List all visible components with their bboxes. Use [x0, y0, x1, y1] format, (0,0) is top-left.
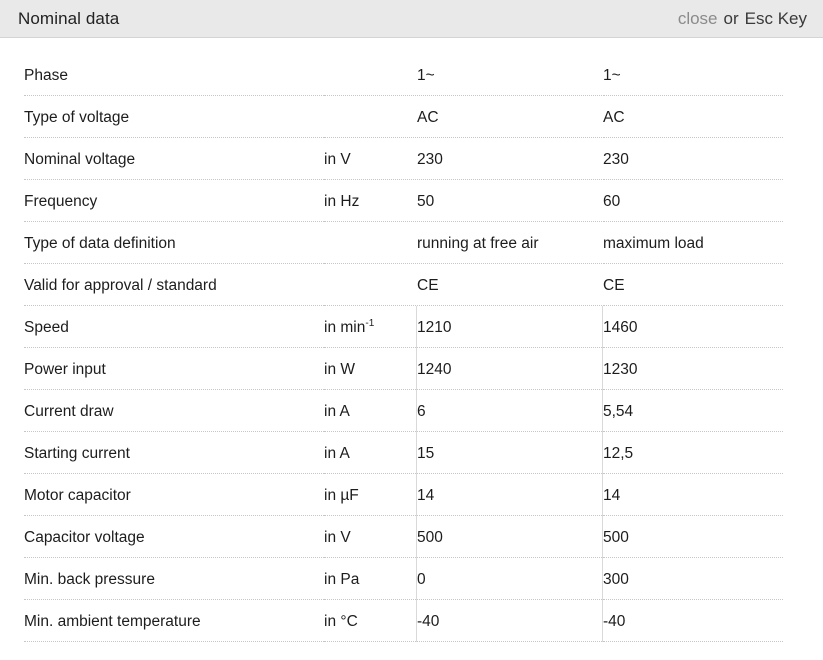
- row-value-column-1: 1210: [417, 306, 603, 348]
- row-unit: in W: [324, 348, 417, 390]
- row-value-column-2: 12,5: [603, 432, 784, 474]
- table-row: [24, 138, 783, 180]
- row-label: Current draw: [24, 390, 324, 432]
- row-label: Phase: [24, 54, 324, 96]
- table-row: [24, 348, 783, 390]
- table-row: [24, 432, 783, 474]
- row-value-column-1: 500: [417, 516, 603, 558]
- table-row: [24, 222, 783, 264]
- row-unit: in µF: [324, 474, 417, 516]
- row-unit: in Pa: [324, 558, 417, 600]
- esc-key-label: Esc Key: [744, 8, 807, 28]
- row-value-column-2: maximum load: [603, 222, 784, 264]
- table-row: [24, 390, 783, 432]
- row-value-column-2: -40: [603, 600, 784, 642]
- table-row: [24, 264, 783, 306]
- row-unit: [324, 222, 417, 264]
- row-value-column-1: 230: [417, 138, 603, 180]
- specification-content: [0, 38, 823, 642]
- row-value-column-1: 1~: [417, 54, 603, 96]
- row-value-column-1: -40: [417, 600, 603, 642]
- row-value-column-2: 230: [603, 138, 784, 180]
- table-row: [24, 516, 783, 558]
- row-value-column-2: AC: [603, 96, 784, 138]
- row-value-column-2: 1460: [603, 306, 784, 348]
- row-value-column-2: 5,54: [603, 390, 784, 432]
- row-value-column-2: 500: [603, 516, 784, 558]
- row-value-column-2: 300: [603, 558, 784, 600]
- table-row: [24, 474, 783, 516]
- row-unit: in A: [324, 390, 417, 432]
- row-value-column-1: 0: [417, 558, 603, 600]
- row-unit: in V: [324, 138, 417, 180]
- row-label: Min. ambient temperature: [24, 600, 324, 642]
- row-label: Min. back pressure: [24, 558, 324, 600]
- row-unit: in A: [324, 432, 417, 474]
- row-label: Speed: [24, 306, 324, 348]
- row-unit: [324, 96, 417, 138]
- row-value-column-1: 1240: [417, 348, 603, 390]
- close-button[interactable]: close: [677, 8, 718, 28]
- row-unit: in V: [324, 516, 417, 558]
- row-value-column-1: AC: [417, 96, 603, 138]
- row-label: Nominal voltage: [24, 138, 324, 180]
- page-title: Nominal data: [18, 8, 120, 28]
- row-value-column-1: 6: [417, 390, 603, 432]
- row-label: Motor capacitor: [24, 474, 324, 516]
- row-value-column-1: CE: [417, 264, 603, 306]
- row-label: Type of voltage: [24, 96, 324, 138]
- row-label: Frequency: [24, 180, 324, 222]
- nominal-data-table: [24, 54, 783, 642]
- close-controls: [678, 9, 807, 29]
- table-row: [24, 600, 783, 642]
- table-row: [24, 180, 783, 222]
- row-value-column-2: CE: [603, 264, 784, 306]
- row-value-column-1: 15: [417, 432, 603, 474]
- window-titlebar: [0, 0, 823, 38]
- table-row: [24, 96, 783, 138]
- row-unit: [324, 306, 417, 348]
- row-label: Starting current: [24, 432, 324, 474]
- row-label: Power input: [24, 348, 324, 390]
- row-label: Valid for approval / standard: [24, 264, 324, 306]
- row-unit: in Hz: [324, 180, 417, 222]
- row-unit: [324, 54, 417, 96]
- row-label: Capacitor voltage: [24, 516, 324, 558]
- row-value-column-2: 1230: [603, 348, 784, 390]
- table-row: [24, 306, 783, 348]
- row-value-column-2: 60: [603, 180, 784, 222]
- close-or-label: or: [723, 8, 739, 28]
- table-row: [24, 558, 783, 600]
- row-unit: [324, 264, 417, 306]
- table-body: [24, 54, 783, 642]
- row-value-column-1: 50: [417, 180, 603, 222]
- row-value-column-1: running at free air: [417, 222, 603, 264]
- row-value-column-2: 14: [603, 474, 784, 516]
- row-unit-text: in min: [324, 319, 366, 336]
- row-label: Type of data definition: [24, 222, 324, 264]
- row-value-column-1: 14: [417, 474, 603, 516]
- row-value-column-2: 1~: [603, 54, 784, 96]
- row-unit: in °C: [324, 600, 417, 642]
- table-row: [24, 54, 783, 96]
- row-unit-exponent: -1: [365, 317, 375, 329]
